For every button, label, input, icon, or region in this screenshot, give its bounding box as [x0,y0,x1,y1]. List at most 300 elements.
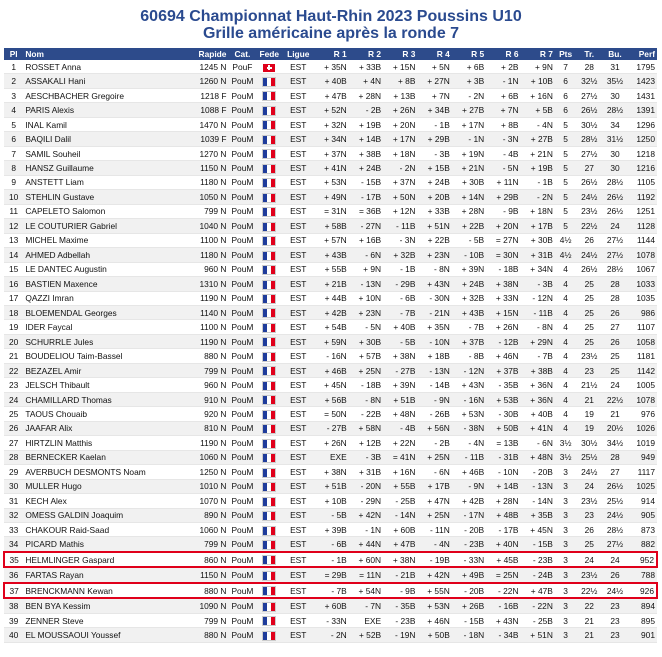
cell-round-3: + 22N [383,436,417,450]
cell-category: PouM [228,277,256,291]
cell-round-1: + 60B [314,598,348,613]
cell-category: PouM [228,494,256,508]
cell-round-5: - 18N [452,628,486,642]
cell-category: PouM [228,161,256,175]
cell-round-4: + 22B [417,233,451,247]
cell-round-1: - 1B [314,552,348,567]
table-row[interactable] [4,407,657,421]
table-row[interactable] [4,334,657,348]
cell-place: 6 [4,132,23,146]
cell-name: TAOUS Chouaib [23,407,189,421]
table-row[interactable] [4,436,657,450]
cell-round-4: + 24B [417,175,451,189]
col-header-r6[interactable]: R 6 [486,48,520,60]
cell-federation [256,190,282,204]
cell-round-6: - 4B [486,146,520,160]
cell-performance: 905 [628,508,657,522]
cell-round-6: + 6B [486,88,520,102]
cell-performance: 976 [628,407,657,421]
cell-federation [256,103,282,117]
cell-place: 4 [4,103,23,117]
cell-league: EST [282,305,314,319]
cell-round-7: - 1B [521,175,555,189]
cell-tiebreak-tr: 25 [576,320,602,334]
cell-rating: 810 N [190,421,229,435]
col-header-bu[interactable]: Bu. [602,48,628,60]
table-row[interactable] [4,132,657,146]
table-row[interactable] [4,320,657,334]
table-row[interactable] [4,598,657,613]
cell-round-2: EXE [349,613,383,627]
table-row[interactable] [4,146,657,160]
cell-round-5: + 27B [452,103,486,117]
cell-round-5: - 9N [452,479,486,493]
cell-tiebreak-tr: 22½ [576,583,602,598]
cell-round-3: + 39N [383,378,417,392]
cell-league: EST [282,436,314,450]
cell-league: EST [282,421,314,435]
cell-round-1: + 35N [314,60,348,74]
cell-performance: 1078 [628,248,657,262]
cell-points: 4 [555,334,576,348]
cell-league: EST [282,494,314,508]
french-flag-icon [263,92,275,100]
cell-tiebreak-tr: 25 [576,334,602,348]
cell-name: IDER Faycal [23,320,189,334]
cell-round-1: + 56B [314,392,348,406]
col-header-fede[interactable]: Fede [256,48,282,60]
cell-round-4: - 30N [417,291,451,305]
cell-round-4: + 56N [417,421,451,435]
cell-round-1: + 55B [314,262,348,276]
cell-category: PouM [228,320,256,334]
cell-round-2: - 2B [349,103,383,117]
cell-federation [256,320,282,334]
cell-round-6: + 15N [486,305,520,319]
cell-category: PouM [228,291,256,305]
cell-tiebreak-tr: 23 [576,508,602,522]
cell-category: PouM [228,305,256,319]
cell-performance: 882 [628,537,657,552]
cell-points: 3½ [555,436,576,450]
cell-category: PouM [228,450,256,464]
cell-federation [256,334,282,348]
cell-round-4: - 21N [417,305,451,319]
col-header-rapide[interactable]: Rapide [190,48,229,60]
cell-league: EST [282,204,314,218]
table-row[interactable] [4,291,657,305]
cell-round-5: - 11B [452,450,486,464]
cell-place: 3 [4,88,23,102]
cell-points: 5 [555,117,576,131]
cell-rating: 860 N [190,552,229,567]
cell-round-6: + 33N [486,291,520,305]
cell-performance: 1033 [628,277,657,291]
cell-tiebreak-bu: 27 [602,320,628,334]
cell-round-2: + 28N [349,88,383,102]
cell-tiebreak-bu: 25½ [602,494,628,508]
cell-round-5: + 14N [452,190,486,204]
cell-points: 3 [555,479,576,493]
table-row[interactable] [4,88,657,102]
cell-tiebreak-tr: 26½ [576,175,602,189]
cell-round-1: = 29B [314,567,348,582]
table-row[interactable] [4,175,657,189]
cell-round-4: - 2B [417,436,451,450]
cell-points: 3 [555,508,576,522]
cell-round-7: + 51N [521,628,555,642]
cell-round-6: - 1N [486,74,520,88]
table-row[interactable] [4,479,657,493]
table-row[interactable] [4,277,657,291]
col-header-r3[interactable]: R 3 [383,48,417,60]
cell-tiebreak-bu: 23 [602,613,628,627]
french-flag-icon [263,266,275,274]
cell-tiebreak-tr: 25 [576,277,602,291]
col-header-perf[interactable]: Perf [628,48,657,60]
cell-category: PouM [228,567,256,582]
cell-round-5: + 46B [452,465,486,479]
cell-round-7: + 10B [521,74,555,88]
cell-league: EST [282,628,314,642]
table-row[interactable] [4,392,657,406]
col-header-r2[interactable]: R 2 [349,48,383,60]
cell-round-6: - 10N [486,465,520,479]
cell-performance: 1391 [628,103,657,117]
cell-tiebreak-tr: 26 [576,233,602,247]
cell-round-3: + 18N [383,146,417,160]
cell-performance: 788 [628,567,657,582]
cell-tiebreak-bu: 30 [602,146,628,160]
cell-round-1: - 2N [314,628,348,642]
cell-name: JAAFAR Alix [23,421,189,435]
table-row[interactable] [4,537,657,552]
cell-place: 27 [4,436,23,450]
cell-name: HELMLINGER Gaspard [23,552,189,567]
cell-name: LE COUTURIER Gabriel [23,219,189,233]
cell-place: 5 [4,117,23,131]
cell-performance: 914 [628,494,657,508]
cell-performance: 1216 [628,161,657,175]
col-header-r7[interactable]: R 7 [521,48,555,60]
cell-round-6: + 50B [486,421,520,435]
table-row[interactable] [4,628,657,642]
table-row[interactable] [4,219,657,233]
table-row[interactable] [4,378,657,392]
cell-rating: 1088 F [190,103,229,117]
cell-tiebreak-tr: 24½ [576,190,602,204]
cell-league: EST [282,407,314,421]
cell-league: EST [282,248,314,262]
col-header-r5[interactable]: R 5 [452,48,486,60]
cell-round-5: - 20B [452,583,486,598]
cell-category: PouM [228,628,256,642]
cell-performance: 873 [628,523,657,537]
cell-round-2: + 9N [349,262,383,276]
cell-federation [256,305,282,319]
cell-tiebreak-tr: 30½ [576,436,602,450]
cell-round-1: + 34N [314,132,348,146]
cell-round-7: - 11B [521,305,555,319]
cell-rating: 960 N [190,378,229,392]
table-row[interactable] [4,262,657,276]
cell-performance: 1026 [628,421,657,435]
cell-round-2: - 1N [349,523,383,537]
table-row[interactable] [4,60,657,74]
cell-place: 32 [4,508,23,522]
cell-tiebreak-tr: 21 [576,392,602,406]
cell-round-5: + 43B [452,305,486,319]
cell-round-2: + 44N [349,537,383,552]
cell-category: PouM [228,465,256,479]
cell-federation [256,537,282,552]
french-flag-icon [263,78,275,86]
table-row[interactable] [4,74,657,88]
cell-round-1: + 45N [314,378,348,392]
cell-federation [256,421,282,435]
cell-round-7: - 12N [521,291,555,305]
cell-round-6: - 9B [486,204,520,218]
table-row[interactable] [4,305,657,319]
cell-performance: 1250 [628,132,657,146]
cell-round-5: + 26B [452,598,486,613]
cell-category: PouM [228,421,256,435]
cell-name: HANSZ Guillaume [23,161,189,175]
table-row[interactable] [4,465,657,479]
cell-name: JELSCH Thibault [23,378,189,392]
cell-round-6: - 22N [486,583,520,598]
cell-round-4: + 33B [417,204,451,218]
table-row[interactable] [4,508,657,522]
cell-performance: 1005 [628,378,657,392]
cell-round-2: + 4N [349,74,383,88]
cell-round-1: + 42B [314,305,348,319]
cell-rating: 799 N [190,204,229,218]
cell-place: 20 [4,334,23,348]
cell-round-6: - 16B [486,598,520,613]
french-flag-icon [263,208,275,216]
cell-points: 4 [555,421,576,435]
cell-round-7: + 19B [521,161,555,175]
table-row[interactable] [4,233,657,247]
table-row[interactable] [4,103,657,117]
cell-performance: 949 [628,450,657,464]
col-header-cat[interactable]: Cat. [228,48,256,60]
table-row[interactable] [4,450,657,464]
table-row-highlighted[interactable] [4,552,657,567]
cell-round-1: - 7B [314,583,348,598]
cell-round-5: - 16N [452,392,486,406]
cell-round-7: + 48N [521,450,555,464]
cell-round-7: + 47B [521,583,555,598]
table-row[interactable] [4,349,657,363]
cell-round-4: - 10N [417,334,451,348]
cell-round-4: - 14B [417,378,451,392]
cell-round-7: - 24B [521,567,555,582]
cell-round-2: - 6N [349,248,383,262]
cell-round-3: + 51B [383,392,417,406]
cell-place: 12 [4,219,23,233]
cell-category: PouM [228,537,256,552]
cell-category: PouM [228,583,256,598]
cell-round-6: + 20N [486,219,520,233]
cell-round-3: + 60B [383,523,417,537]
cell-round-5: - 33N [452,552,486,567]
cell-round-2: + 42N [349,508,383,522]
cell-round-5: + 43N [452,378,486,392]
cell-round-5: - 4N [452,436,486,450]
table-row[interactable] [4,248,657,262]
cell-category: PouM [228,219,256,233]
cell-round-7: + 38B [521,363,555,377]
table-row-highlighted[interactable] [4,583,657,598]
cell-round-6: + 14B [486,479,520,493]
cell-federation [256,248,282,262]
cell-rating: 880 N [190,349,229,363]
cell-points: 3½ [555,450,576,464]
cell-tiebreak-tr: 23½ [576,567,602,582]
french-flag-icon [263,527,275,535]
cell-points: 7 [555,60,576,74]
cell-name: SCHURRLE Jules [23,334,189,348]
cell-tiebreak-bu: 28½ [602,103,628,117]
cell-tiebreak-tr: 24½ [576,465,602,479]
cell-round-7: + 30B [521,233,555,247]
french-flag-icon [263,324,275,332]
cell-place: 18 [4,305,23,319]
cell-league: EST [282,465,314,479]
table-row[interactable] [4,204,657,218]
cell-round-6: + 8B [486,117,520,131]
cell-rating: 1218 F [190,88,229,102]
col-header-ligue[interactable]: Ligue [282,48,314,60]
french-flag-icon [263,121,275,129]
cell-category: PouM [228,334,256,348]
cell-round-1: EXE [314,450,348,464]
cell-points: 3 [555,523,576,537]
cell-round-6: + 38N [486,277,520,291]
col-header-nom[interactable]: Nom [23,48,189,60]
cell-round-3: - 5B [383,334,417,348]
french-flag-icon [263,411,275,419]
cell-place: 17 [4,291,23,305]
cell-tiebreak-tr: 23½ [576,204,602,218]
cell-round-7: + 36N [521,392,555,406]
table-row[interactable] [4,567,657,582]
cell-points: 3 [555,552,576,567]
cell-round-3: + 17N [383,132,417,146]
cell-tiebreak-tr: 19 [576,421,602,435]
col-header-tr[interactable]: Tr. [576,48,602,60]
cell-performance: 952 [628,552,657,567]
cell-league: EST [282,479,314,493]
french-flag-icon [263,237,275,245]
col-header-r4[interactable]: R 4 [417,48,451,60]
cell-round-4: - 6N [417,465,451,479]
cell-category: PouM [228,117,256,131]
cell-name: BERNECKER Kaelan [23,450,189,464]
french-flag-icon [263,541,275,549]
cell-round-4: - 11N [417,523,451,537]
cell-rating: 1190 N [190,436,229,450]
cell-round-2: - 27N [349,219,383,233]
cell-round-5: - 10B [452,248,486,262]
table-row[interactable] [4,363,657,377]
cell-place: 23 [4,378,23,392]
cell-rating: 1260 N [190,74,229,88]
table-row[interactable] [4,117,657,131]
cell-points: 5 [555,204,576,218]
cell-round-7: + 31B [521,248,555,262]
table-row[interactable] [4,494,657,508]
table-row[interactable] [4,421,657,435]
cell-round-5: - 1N [452,132,486,146]
cell-round-7: + 18N [521,204,555,218]
cell-points: 4 [555,407,576,421]
cell-league: EST [282,567,314,582]
cell-round-3: - 4B [383,421,417,435]
cell-category: PouF [228,60,256,74]
cell-tiebreak-bu: 35½ [602,74,628,88]
table-row[interactable] [4,523,657,537]
cell-round-7: + 5B [521,103,555,117]
cell-place: 19 [4,320,23,334]
cell-tiebreak-bu: 28½ [602,175,628,189]
cell-federation [256,494,282,508]
cell-round-2: + 19B [349,117,383,131]
cell-round-2: + 57B [349,349,383,363]
col-header-pts[interactable]: Pts [555,48,576,60]
col-header-r1[interactable]: R 1 [314,48,348,60]
cell-category: PouM [228,248,256,262]
cell-points: 3 [555,628,576,642]
french-flag-icon [263,617,275,625]
cell-federation [256,74,282,88]
french-flag-icon [263,353,275,361]
cell-round-2: - 29N [349,494,383,508]
cell-round-2: - 15B [349,175,383,189]
cell-rating: 1070 N [190,494,229,508]
table-row[interactable] [4,190,657,204]
cell-round-7: - 4N [521,117,555,131]
table-row[interactable] [4,161,657,175]
cell-round-6: = 25N [486,567,520,582]
cell-federation [256,450,282,464]
cell-tiebreak-tr: 25 [576,305,602,319]
french-flag-icon [263,194,275,202]
standings-table [3,48,658,643]
col-header-pl[interactable]: Pl [4,48,23,60]
french-flag-icon [263,498,275,506]
cell-performance: 1431 [628,88,657,102]
cell-league: EST [282,552,314,567]
french-flag-icon [263,107,275,115]
table-row[interactable] [4,613,657,627]
cell-round-3: = 41N [383,450,417,464]
cell-place: 35 [4,552,23,567]
cell-tiebreak-bu: 31½ [602,132,628,146]
cell-points: 4 [555,349,576,363]
french-flag-icon [263,425,275,433]
cell-points: 3 [555,465,576,479]
cell-rating: 1060 N [190,450,229,464]
cell-round-6: - 30B [486,407,520,421]
cell-category: PouM [228,363,256,377]
cell-federation [256,132,282,146]
cell-rating: 799 N [190,613,229,627]
cell-category: PouM [228,508,256,522]
cell-round-3: - 7B [383,305,417,319]
